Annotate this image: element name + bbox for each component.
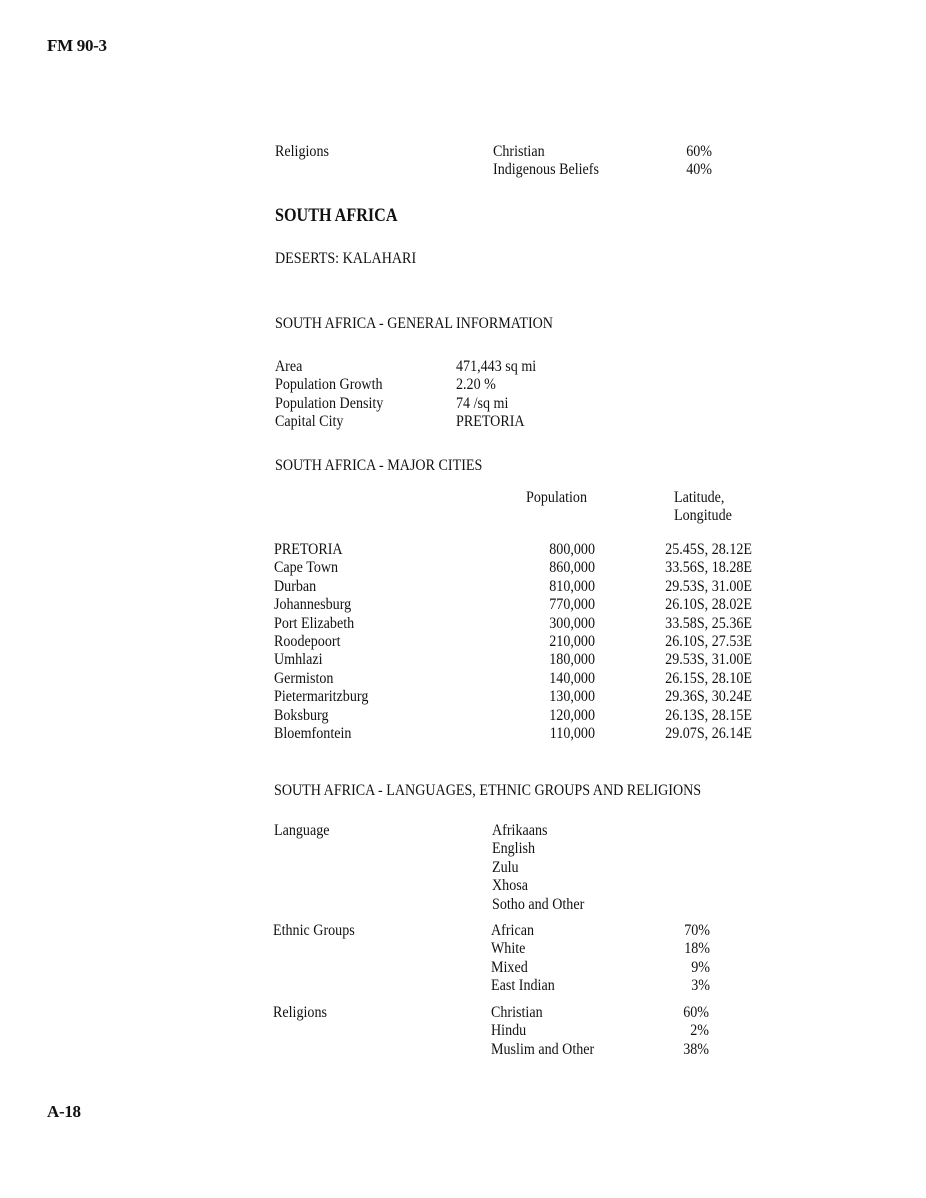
list-item: Zulu (492, 858, 519, 876)
table-row: Port Elizabeth (274, 614, 355, 632)
prev-religions-pcts (666, 143, 712, 180)
list-item: 40% (686, 161, 712, 179)
info-value: 471,443 sq mi (456, 358, 537, 375)
list-item: English (492, 840, 536, 858)
general-info-labels (275, 358, 383, 432)
info-label: Population Growth (275, 376, 383, 394)
religion-pcts (666, 1004, 709, 1059)
table-row: Umhlazi (274, 651, 323, 669)
population-column-header: Population (526, 489, 588, 506)
list-item: 2% (690, 1022, 709, 1040)
table-cell: 29.53S, 31.00E (665, 577, 752, 595)
languages-section-heading: SOUTH AFRICA - LANGUAGES, ETHNIC GROUPS AND RELIGIONS (274, 782, 702, 799)
table-row: Bloemfontein (274, 724, 352, 742)
table-row: Germiston (274, 669, 334, 687)
general-info-heading: SOUTH AFRICA - GENERAL INFORMATION (275, 315, 553, 332)
list-item: African (491, 922, 534, 939)
table-row: Johannesburg (274, 596, 352, 614)
table-cell: 29.36S, 30.24E (665, 688, 752, 706)
list-item: Hindu (491, 1022, 527, 1040)
info-label: Population Density (275, 394, 384, 412)
table-cell: 120,000 (549, 706, 595, 724)
table-cell: 26.10S, 28.02E (665, 596, 752, 614)
country-title: SOUTH AFRICA (275, 205, 398, 226)
list-item: 38% (683, 1040, 709, 1058)
table-cell: 300,000 (549, 614, 595, 632)
latitude-column-header: Latitude, (674, 489, 725, 506)
list-item: White (491, 940, 526, 958)
table-cell: 26.10S, 27.53E (665, 632, 752, 650)
table-cell: 210,000 (549, 632, 595, 650)
city-populations (529, 541, 595, 743)
table-cell: 33.58S, 25.36E (665, 614, 752, 632)
longitude-column-header: Longitude (674, 507, 732, 524)
list-item: 9% (691, 958, 710, 976)
table-row: Durban (274, 577, 317, 595)
list-item: Indigenous Beliefs (493, 161, 599, 179)
page-number: A-18 (47, 1102, 81, 1121)
list-item: Xhosa (492, 877, 528, 895)
info-label: Area (275, 358, 303, 375)
deserts-line: DESERTS: KALAHARI (275, 250, 417, 267)
table-cell: 140,000 (549, 669, 595, 687)
table-cell: 33.56S, 18.28E (665, 559, 752, 577)
document-id: FM 90-3 (47, 36, 107, 55)
table-cell: 29.07S, 26.14E (665, 724, 752, 742)
list-item: 60% (686, 143, 712, 160)
table-row: Pietermaritzburg (274, 688, 369, 706)
table-cell: 810,000 (549, 577, 595, 595)
table-cell: 25.45S, 28.12E (665, 541, 752, 558)
table-cell: 130,000 (549, 688, 595, 706)
prev-religions-label: Religions (275, 143, 329, 160)
list-item: Mixed (491, 958, 528, 976)
list-item: Muslim and Other (491, 1040, 595, 1058)
table-cell: 180,000 (549, 651, 595, 669)
list-item: 3% (691, 977, 710, 995)
prev-religions-names (493, 143, 599, 180)
table-row: PRETORIA (274, 541, 343, 558)
table-cell: 110,000 (549, 724, 595, 742)
list-item: Christian (491, 1004, 543, 1021)
list-item: Christian (493, 143, 545, 160)
table-cell: 26.15S, 28.10E (665, 669, 752, 687)
table-cell: 29.53S, 31.00E (665, 651, 752, 669)
city-names (274, 541, 368, 743)
info-value: 74 /sq mi (456, 394, 509, 412)
table-row: Boksburg (274, 706, 329, 724)
list-item: 70% (684, 922, 710, 939)
list-item: East Indian (491, 977, 555, 995)
info-label: Capital City (275, 413, 344, 431)
table-row: Cape Town (274, 559, 339, 577)
religions-label: Religions (273, 1004, 327, 1021)
city-coordinates (653, 541, 752, 743)
ethnic-group-pcts (666, 922, 710, 996)
list-item: 18% (684, 940, 710, 958)
religion-names (491, 1004, 594, 1059)
table-cell: 26.13S, 28.15E (665, 706, 752, 724)
major-cities-heading: SOUTH AFRICA - MAJOR CITIES (275, 457, 483, 474)
language-label: Language (274, 822, 330, 839)
info-value: 2.20 % (456, 376, 496, 394)
table-row: Roodepoort (274, 632, 341, 650)
info-value: PRETORIA (456, 413, 525, 431)
list-item: Afrikaans (492, 822, 548, 839)
ethnic-group-names (491, 922, 555, 996)
table-cell: 860,000 (549, 559, 595, 577)
table-cell: 770,000 (549, 596, 595, 614)
table-cell: 800,000 (549, 541, 595, 558)
ethnic-groups-label: Ethnic Groups (273, 922, 355, 939)
list-item: 60% (683, 1004, 709, 1021)
general-info-values (456, 358, 536, 432)
language-list (492, 822, 584, 914)
list-item: Sotho and Other (492, 895, 585, 913)
